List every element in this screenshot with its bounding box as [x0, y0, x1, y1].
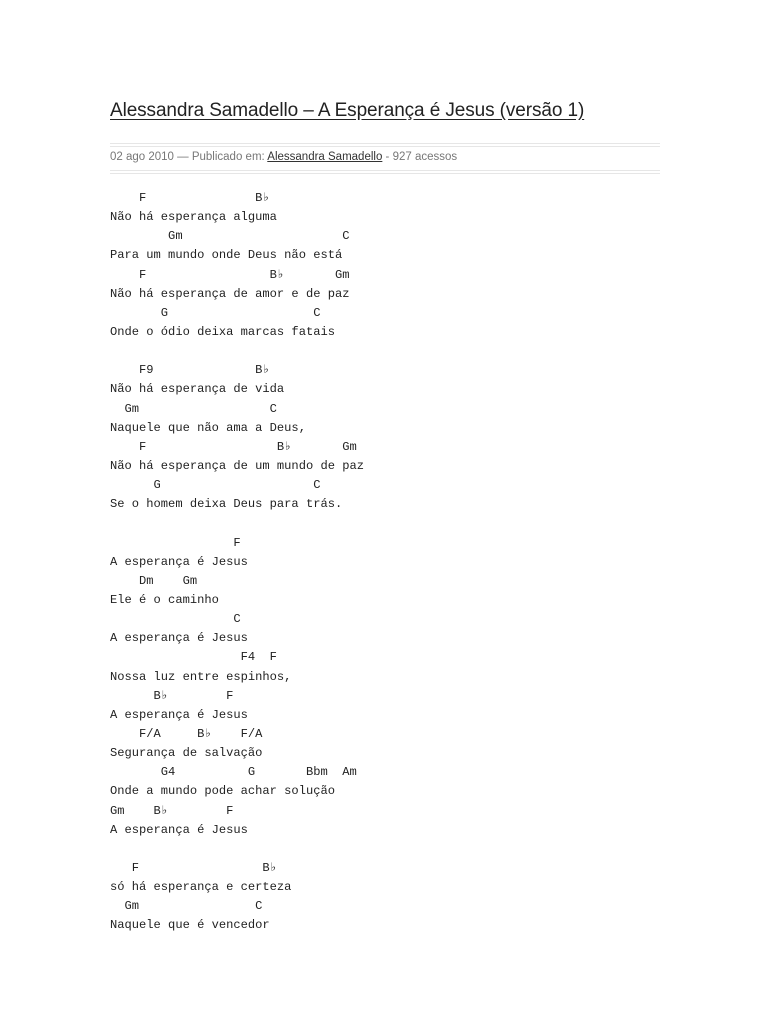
- song-line: A esperança é Jesus: [110, 631, 248, 646]
- song-line: Onde o ódio deixa marcas fatais: [110, 324, 335, 339]
- song-line: F B♭: [110, 860, 277, 875]
- divider-bottom: [110, 170, 660, 171]
- views-count: - 927 acessos: [382, 151, 458, 163]
- song-line: Nossa luz entre espinhos,: [110, 669, 292, 684]
- song-line: Dm Gm: [110, 573, 198, 588]
- song-line: só há esperança e certeza: [110, 880, 292, 895]
- song-line: Ele é o caminho: [110, 592, 219, 607]
- song-line: Segurança de salvação: [110, 746, 263, 761]
- song-line: C: [110, 612, 241, 627]
- post-meta: [110, 151, 457, 163]
- song-line: A esperança é Jesus: [110, 554, 248, 569]
- song-line: B♭ F: [110, 688, 234, 703]
- song-lyrics-chords: [110, 189, 364, 935]
- song-line: G C: [110, 305, 321, 320]
- song-line: Onde a mundo pode achar solução: [110, 784, 335, 799]
- song-line: Gm B♭ F: [110, 803, 234, 818]
- song-line: Gm C: [110, 401, 277, 416]
- song-line: Não há esperança de um mundo de paz: [110, 458, 365, 473]
- song-line: Não há esperança de amor e de paz: [110, 286, 350, 301]
- song-line: Para um mundo onde Deus não está: [110, 248, 343, 263]
- song-line: [110, 514, 364, 533]
- song-line: Gm C: [110, 899, 263, 914]
- song-line: F: [110, 535, 241, 550]
- song-line: F4 F: [110, 650, 277, 665]
- song-line: A esperança é Jesus: [110, 707, 248, 722]
- song-line: Gm C: [110, 229, 350, 244]
- divider-top: [110, 143, 660, 144]
- song-line: Se o homem deixa Deus para trás.: [110, 497, 343, 512]
- song-line: A esperança é Jesus: [110, 822, 248, 837]
- song-line: Não há esperança de vida: [110, 382, 285, 397]
- post-date: 02 ago 2010: [110, 151, 174, 163]
- song-line: [110, 840, 364, 859]
- category-link[interactable]: Alessandra Samadello: [267, 151, 383, 163]
- song-line: [110, 342, 364, 361]
- divider-bottom-inner: [110, 173, 660, 174]
- song-line: F B♭ Gm: [110, 439, 357, 454]
- divider-top-inner: [110, 146, 660, 147]
- song-line: F9 B♭: [110, 363, 270, 378]
- song-line: F/A B♭ F/A: [110, 726, 263, 741]
- published-in-label: Publicado em:: [191, 151, 268, 163]
- song-line: F B♭ Gm: [110, 267, 350, 282]
- song-line: F B♭: [110, 191, 270, 205]
- post-title-link[interactable]: Alessandra Samadello – A Esperança é Jesus (versão 1): [110, 100, 585, 121]
- song-line: G4 G Bbm Am: [110, 765, 357, 780]
- song-line: Naquele que é vencedor: [110, 918, 270, 933]
- meta-separator: —: [173, 151, 192, 163]
- song-line: Não há esperança alguma: [110, 210, 277, 225]
- song-line: G C: [110, 478, 321, 493]
- song-line: Naquele que não ama a Deus,: [110, 420, 306, 435]
